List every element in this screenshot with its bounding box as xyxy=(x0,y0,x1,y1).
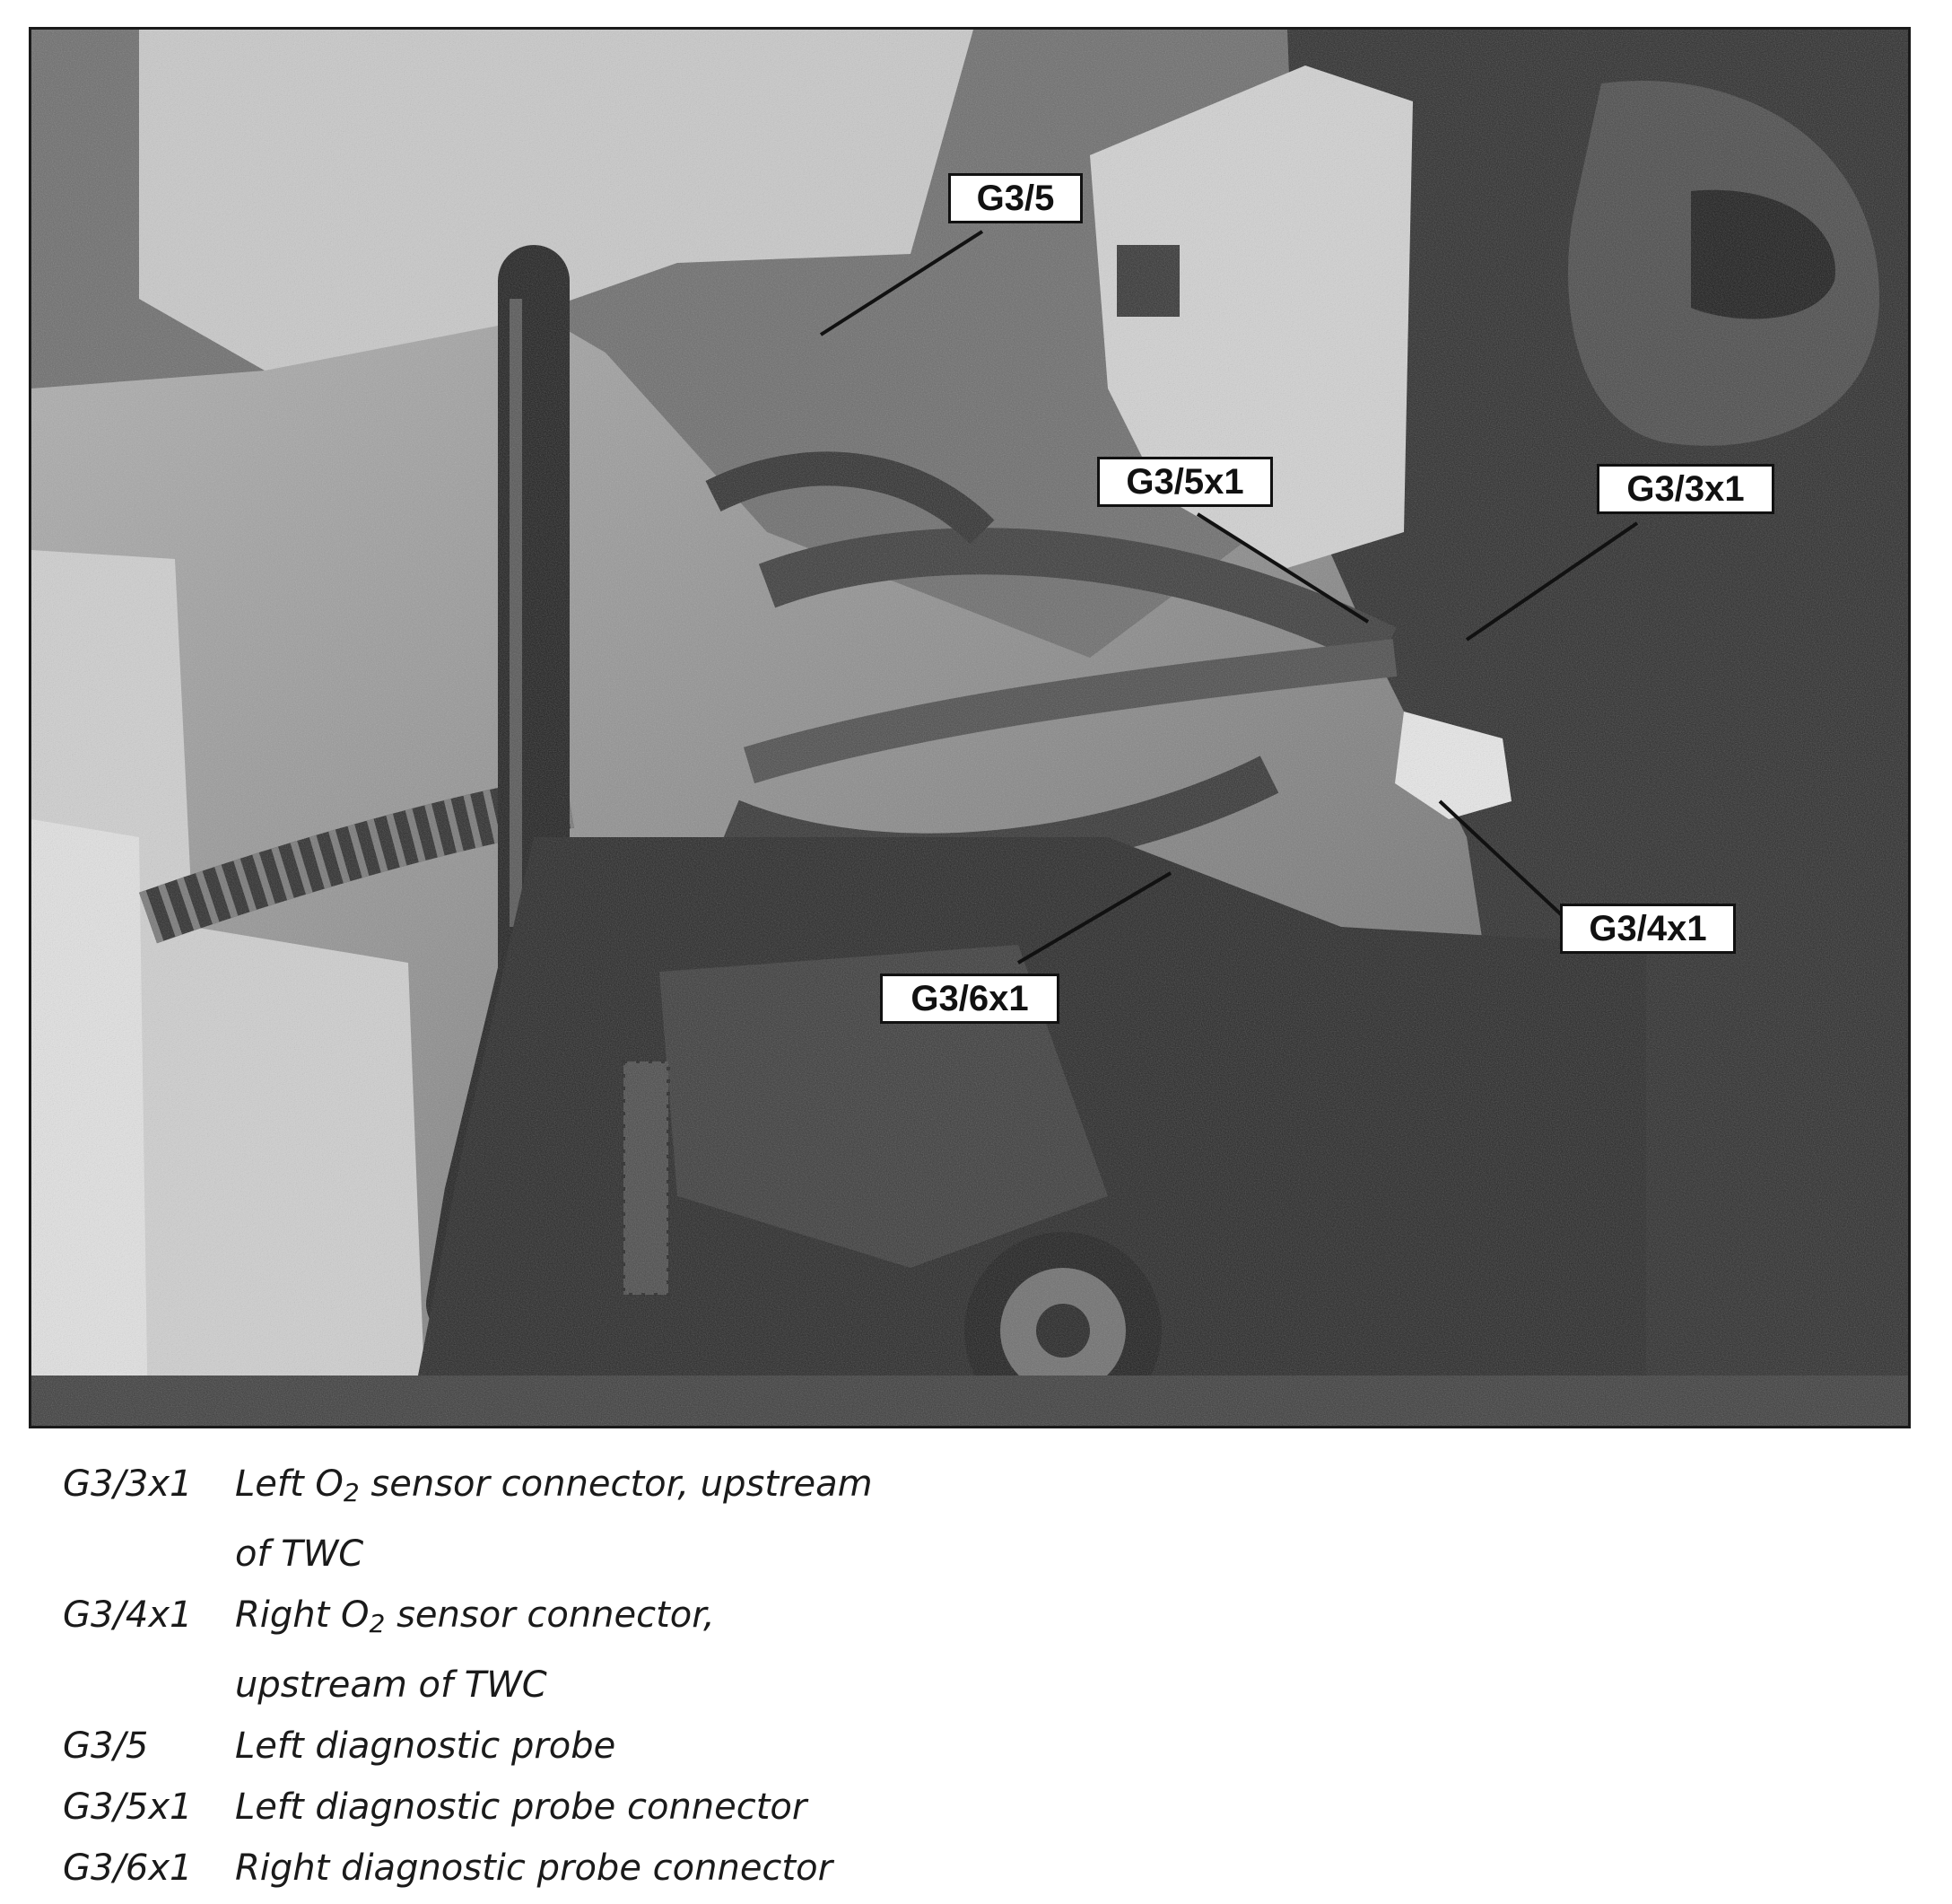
legend-description: Left diagnostic probe connector xyxy=(235,1786,807,1828)
legend-text: upstream of TWC xyxy=(235,1664,547,1706)
legend xyxy=(63,1454,1319,1899)
legend-text: Left O xyxy=(235,1463,344,1505)
callout-g3-5x1: G3/5x1 xyxy=(1097,457,1273,507)
legend-code: G3/5x1 xyxy=(63,1786,193,1828)
legend-item xyxy=(63,1777,1319,1838)
engine-bay-illustration xyxy=(31,30,1908,1426)
legend-item xyxy=(63,1838,1319,1899)
legend-description: Left diagnostic probe xyxy=(235,1725,616,1767)
legend-text: sensor connector, upstream xyxy=(359,1463,873,1505)
legend-description xyxy=(235,1454,1319,1585)
legend-code: G3/6x1 xyxy=(63,1847,193,1889)
legend-item xyxy=(63,1454,1319,1585)
callout-g3-5: G3/5 xyxy=(948,173,1083,223)
legend-subscript: 2 xyxy=(343,1478,360,1507)
legend-text: Right O xyxy=(235,1594,370,1636)
engine-bay-photo xyxy=(29,27,1911,1428)
callout-g3-4x1: G3/4x1 xyxy=(1560,904,1736,954)
legend-description xyxy=(235,1585,1319,1716)
legend-code: G3/5 xyxy=(63,1725,149,1767)
legend-subscript: 2 xyxy=(369,1609,386,1638)
callout-g3-6x1: G3/6x1 xyxy=(880,974,1059,1024)
legend-text: of TWC xyxy=(235,1533,364,1575)
legend-item xyxy=(63,1716,1319,1777)
legend-code: G3/4x1 xyxy=(63,1594,193,1636)
legend-text: sensor connector, xyxy=(385,1594,715,1636)
legend-item xyxy=(63,1585,1319,1716)
callout-g3-3x1: G3/3x1 xyxy=(1597,464,1774,514)
legend-description: Right diagnostic probe connector xyxy=(235,1847,833,1889)
legend-code: G3/3x1 xyxy=(63,1463,193,1505)
